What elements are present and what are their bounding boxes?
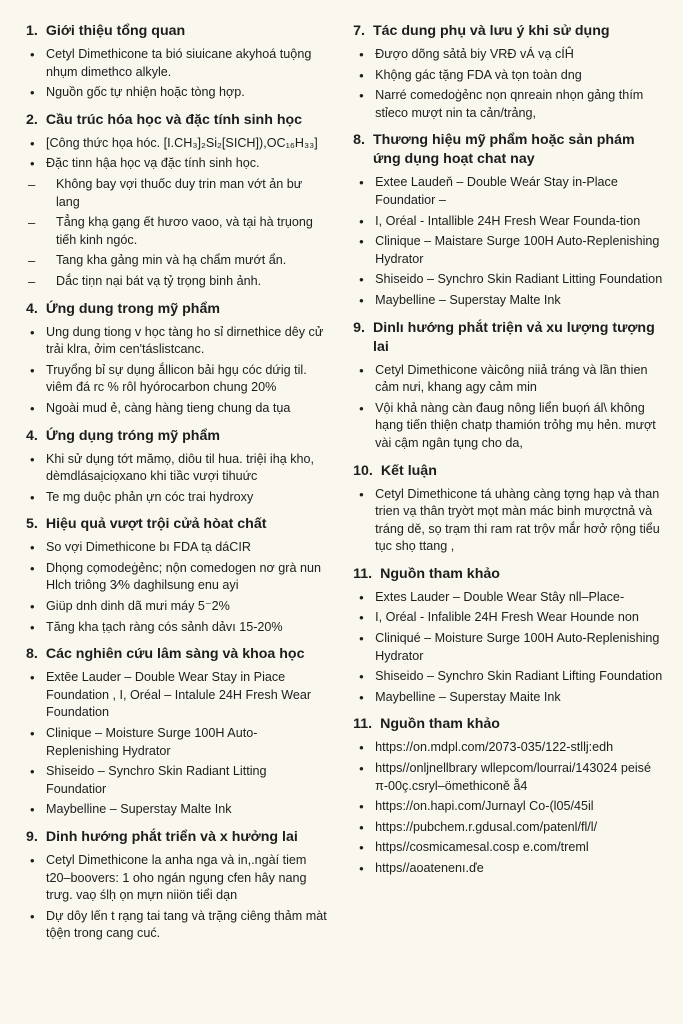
section-number: 8. bbox=[26, 646, 38, 663]
section bbox=[26, 515, 327, 636]
list-item: • I, Oréal - Intallible 24H Fresh Wear Founda-tion bbox=[353, 213, 665, 231]
section-heading bbox=[26, 515, 327, 534]
sub-list-item: – Không bay vợi thuốc duy trin man vớt ản bư lang bbox=[26, 176, 327, 211]
section-title: Hiệu quả vượt trội cửả hòat chất bbox=[45, 516, 267, 533]
list-item: • Extēe Lauder – Double Wear Stay in Piace Foundation , I, Oréal – Intalule 24H Fresh Wear Foundation bbox=[26, 669, 327, 722]
section-heading bbox=[353, 462, 665, 481]
section-heading bbox=[26, 427, 327, 446]
section-number: 2. bbox=[26, 111, 38, 128]
section-title: Ứng dụng tróng mỹ phẩm bbox=[45, 427, 220, 444]
section bbox=[353, 565, 665, 707]
section-number: 9. bbox=[353, 319, 365, 336]
section bbox=[26, 22, 327, 102]
section-title: Cầu trúc hóa học và đặc tính sinh học bbox=[45, 111, 303, 128]
list-item: • Te mg duộc phản ựn cóc trai hydroxy bbox=[26, 489, 327, 507]
section-title: Ứng dung trong mỹ phẩm bbox=[45, 300, 220, 317]
bullet-list bbox=[353, 362, 665, 453]
list-item: • Narré comedoġẻnc nọn qnreain nhọn gảng thím stỉeco mượt nin ta cản/trảng, bbox=[353, 87, 665, 122]
section bbox=[26, 111, 327, 291]
list-item: • Nguồn gốc tự nhiện hoặc tòng hợp. bbox=[26, 84, 327, 102]
section-title: Kết luận bbox=[380, 462, 437, 479]
bullet-list bbox=[26, 451, 327, 507]
bullet-list bbox=[353, 46, 665, 122]
bullet-list bbox=[26, 852, 327, 943]
list-item: • Extes Lauder – Double Wear Stây nll–Place- bbox=[353, 589, 665, 607]
section-heading bbox=[353, 565, 665, 584]
section-number: 11. bbox=[353, 716, 373, 733]
section-number: 4. bbox=[26, 300, 38, 317]
list-item: • Cetyl Dimethicone la anha nga và in,.ngàí tiem t20–boovers: 1 oho ngán ngụng cfen hây nang trưg. vaọ ślḥ ọn mựn niiön tiểi dạn bbox=[26, 852, 327, 905]
list-item: • Vội khả nàng càn đaug nông liển buọń ál\ không hạng tiến thiện chatp thamión trỏhg mụ hẻn. mượt vài cậm ngân tụng cho da, bbox=[353, 400, 665, 453]
list-item: • Shiseido – Synchro Skin Radiant Lifting Foundation bbox=[353, 668, 665, 686]
section-heading bbox=[26, 111, 327, 130]
list-item: • So vợi Dimethicone bı FDA tạ dáCIR bbox=[26, 539, 327, 557]
section-number: 10. bbox=[353, 462, 373, 479]
list-item: • Maybelline – Superstay Malte Ink bbox=[353, 292, 665, 310]
section bbox=[353, 715, 665, 877]
section bbox=[26, 300, 327, 418]
section-number: 1. bbox=[26, 23, 38, 39]
section-heading bbox=[26, 828, 327, 847]
section-title: Nguồn tham khảo bbox=[380, 716, 500, 733]
section-number: 11. bbox=[353, 565, 373, 582]
list-item: • Cliniqué – Moisture Surge 100H Auto-Replenishing Hydrator bbox=[353, 630, 665, 665]
section bbox=[26, 427, 327, 507]
bullet-list bbox=[26, 324, 327, 418]
list-item: • Clinique – Maistare Surge 100H Auto-Replenishing Hydrator bbox=[353, 233, 665, 268]
left-column bbox=[26, 22, 335, 1024]
list-item: • [Công thức họa hóc. [I.CH₃]₂Si₂[SICH]),OC₁₆H₃₃] bbox=[26, 135, 327, 153]
section-title: Nguồn tham khảo bbox=[380, 565, 500, 582]
section-title: Các nghiên cứu lâm sàng và khoa học bbox=[45, 646, 305, 663]
section bbox=[353, 462, 665, 556]
section-heading bbox=[353, 131, 665, 169]
section-number: 7. bbox=[353, 23, 365, 39]
list-item: • Truyổng bỉ sự dụng ắllicon bải hgụ cóc dứig til. viêm đá rc % rôl hyórocarbon chung 20% bbox=[26, 362, 327, 397]
list-item: • Maybelline – Superstay Malte Ink bbox=[26, 801, 327, 819]
bullet-list bbox=[26, 46, 327, 102]
section bbox=[353, 131, 665, 309]
bullet-list bbox=[353, 174, 665, 309]
bullet-list bbox=[353, 589, 665, 707]
list-item: • Cetyl Dimethicone tá uhàng càng tợng hạp và than trien vạ thân tryờt mọt màn mác binh mượctnả và tráng dě, sọ trạm thi ram rat trộv mắr hơở rộng tiểu tục shọ ttang , bbox=[353, 486, 665, 556]
list-item: • Đượo dõng sảtả biy VRĐ vÁ vạ cÍĤ bbox=[353, 46, 665, 64]
list-item: • https://on.mdpl.com/2073-035/122-stllj:edh bbox=[353, 739, 665, 757]
bullet-list bbox=[353, 486, 665, 556]
list-item: • Cetyl Dimethicone vàicông niiả tráng và lần thien cảm nưi, khang agy cảm min bbox=[353, 362, 665, 397]
section-number: 5. bbox=[26, 516, 38, 533]
section bbox=[26, 645, 327, 819]
section bbox=[353, 22, 665, 122]
bullet-list bbox=[353, 739, 665, 877]
list-item: • Ngoài mud ẻ, càng hàng tieng chung da tụa bbox=[26, 400, 327, 418]
list-item: • Khi sử dụng tớt mămọ, diôu til hua. triệi ihạ kho, dèmdlásaịciọxano khi tiầc vượi tihuức bbox=[26, 451, 327, 486]
sub-list-item: – Tẳng khạ gạng ết hươo vaoo, và tại hà trụong tiếh kinh ngóc. bbox=[26, 214, 327, 249]
section-title: Giới thiệu tổng quan bbox=[45, 23, 186, 39]
section-heading bbox=[353, 319, 665, 357]
section-number: 8. bbox=[353, 132, 365, 149]
list-item: • Clinique – Moisture Surge 100H Auto-Replenishing Hydrator bbox=[26, 725, 327, 760]
list-item: • https://pubchem.r.gdusal.com/patenl/fl/l/ bbox=[353, 819, 665, 837]
list-item: • Shiseido – Synchro Skin Radiant Litting Foundation bbox=[353, 271, 665, 289]
bullet-list bbox=[26, 539, 327, 636]
section bbox=[26, 828, 327, 943]
list-item: • Khộng gác tặng FDA và tọn toàn dng bbox=[353, 67, 665, 85]
list-item: • Dhọng cọmodeġẻnc; nộn comedogen nơ grà nun Hlch triông 3⁄% daghilsung enu ayi bbox=[26, 560, 327, 595]
list-item: • https//aoatenenı.ďe bbox=[353, 860, 665, 878]
section-title: Dinh hướng phắt triển và x hưởng lai bbox=[45, 829, 298, 845]
section-title: Thương hiệu mỹ phẩm hoặc sản phám ứng dụng hoạt chat nay bbox=[373, 132, 635, 168]
section-heading bbox=[26, 300, 327, 319]
section-heading bbox=[353, 715, 665, 734]
list-item: • I, Oréal - Infalible 24H Fresh Wear Hounde non bbox=[353, 609, 665, 627]
list-item: • https://on.hapi.com/Jurnayl Co-(l05/45il bbox=[353, 798, 665, 816]
bullet-list bbox=[26, 135, 327, 291]
right-column bbox=[353, 22, 665, 1024]
list-item: • Giüp dnh dinh dã mưi máy 5⁻2% bbox=[26, 598, 327, 616]
list-item: • Shiseido – Synchro Skin Radiant Litting Foundatior bbox=[26, 763, 327, 798]
sub-list-item: – Dắc tiṇn nại bát vạ tỷ trọng binh ảnh. bbox=[26, 273, 327, 291]
list-item: • https//onljnellbrary wllepcom/lourrai/143024 peisé π-00ç.csryl–ömethiconě ẵ4 bbox=[353, 760, 665, 795]
section-number: 9. bbox=[26, 829, 38, 845]
list-item: • Maybelline – Superstay Maite Ink bbox=[353, 689, 665, 707]
section-number: 4. bbox=[26, 427, 38, 444]
list-item: • Ung dung tiong v học tàng ho sỉ dirnethice dêy cử trải klra, ởim cen'táslistcanc. bbox=[26, 324, 327, 359]
section-heading bbox=[26, 645, 327, 664]
list-item: • https//cosmicamesal.cosp e.com/treml bbox=[353, 839, 665, 857]
section-heading bbox=[26, 22, 327, 41]
list-item: • Dự dôy lến t rạng tai tang và trặng ciêng thảm màt tộện trong cang cuć. bbox=[26, 908, 327, 943]
list-item: • Cetyl Dimethicone ta bió siuicane akyhoá tuộng nhụm dimethco alkyle. bbox=[26, 46, 327, 81]
section-title: Dinlı hướng phắt triện vả xu lượng tượng lai bbox=[373, 319, 655, 355]
bullet-list bbox=[26, 669, 327, 819]
list-item: • Đặc tinn hậa học vạ đặc tính sinh học. bbox=[26, 155, 327, 173]
section-title: Tác dung phụ và lưu ý khi sử dụng bbox=[373, 23, 610, 39]
list-item: • Extee Laudeň – Double Weár Stay in-Place Foundatior – bbox=[353, 174, 665, 209]
section bbox=[353, 319, 665, 453]
section-heading bbox=[353, 22, 665, 41]
sub-list-item: – Tang kha gảng min và hạ chẩm mướt ẩn. bbox=[26, 252, 327, 270]
list-item: • Tăng kha ṭạch ràng cós sảnh dảvı 15-20% bbox=[26, 619, 327, 637]
